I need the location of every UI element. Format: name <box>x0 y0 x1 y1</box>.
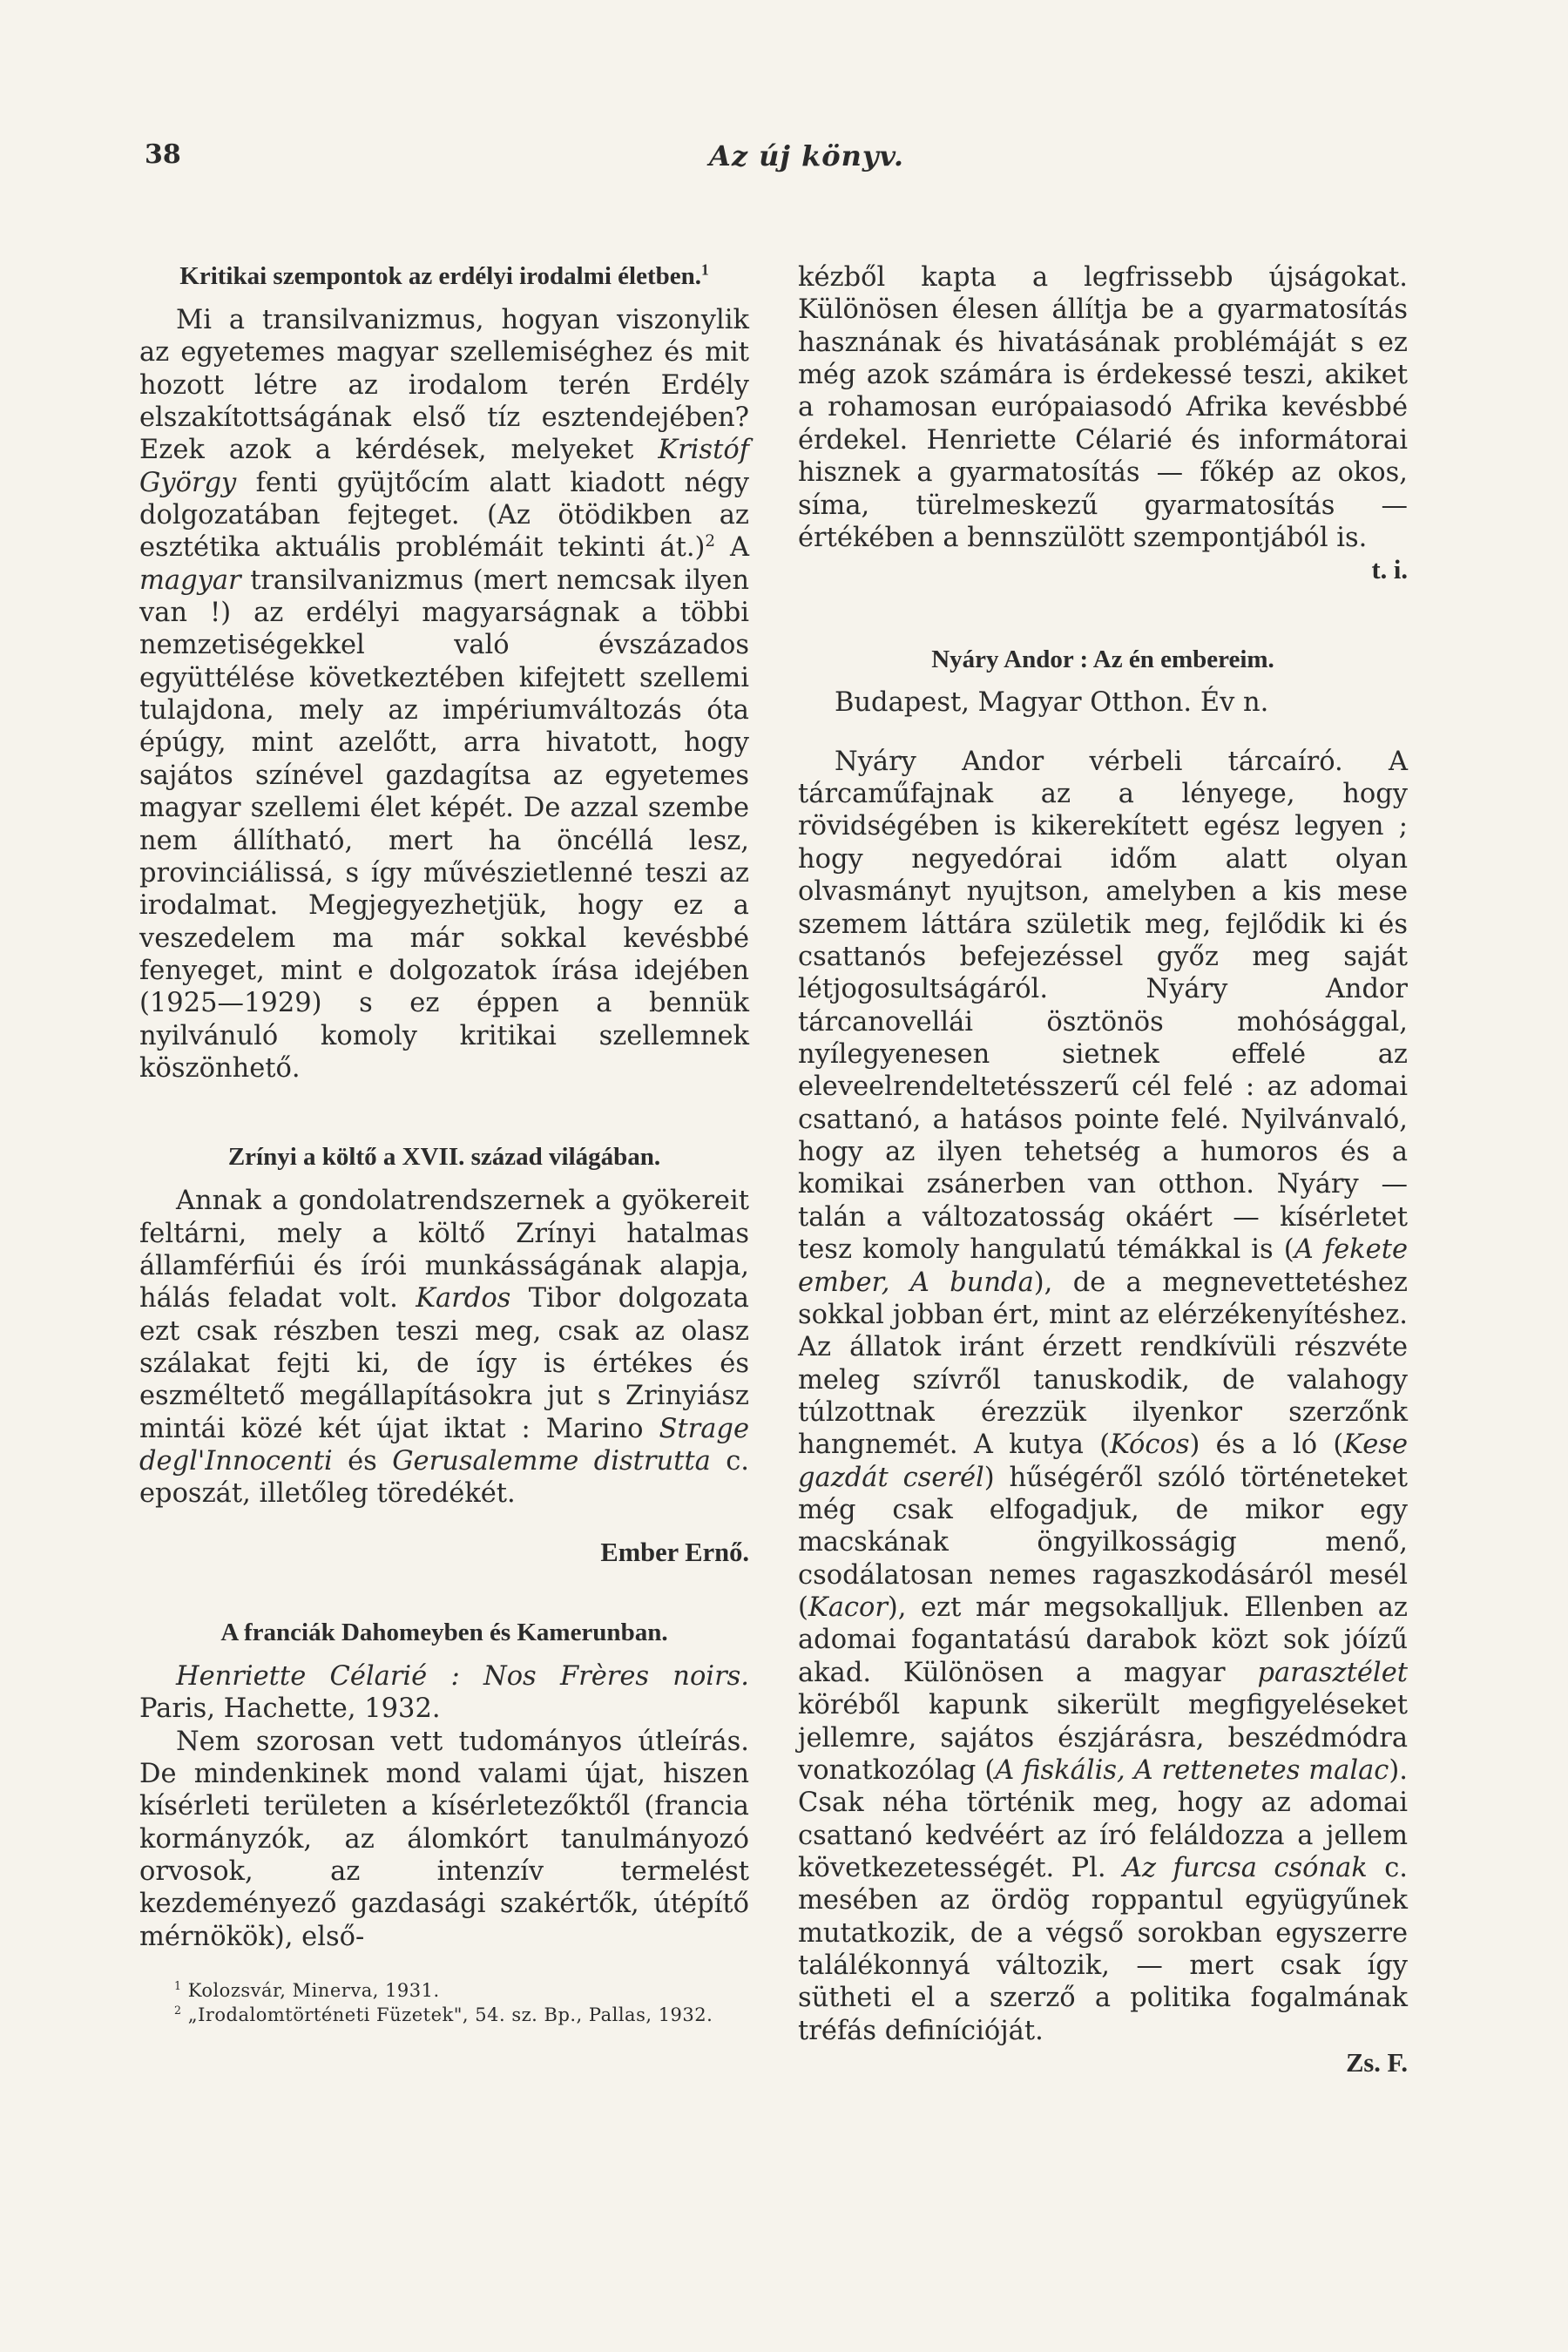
footnote-mark: 2 <box>174 2003 182 2017</box>
footnote-1 <box>139 1979 749 2003</box>
review-title-zrinyi: Zrínyi a költő a XVII. század világában. <box>227 1143 661 1172</box>
work-title-italic: Kese gazdát cserél <box>798 1429 1408 1493</box>
work-title-italic: A fekete ember, A bunda <box>798 1234 1408 1298</box>
footnote-mark: 1 <box>174 1979 182 1993</box>
body-text: Tibor dolgozata ezt csak részben teszi meg, csak az olasz szálakat fejti ki, de így is értékes és eszméltető megállapításokra jut s Zrinyiász mintái közé két újat iktat : Marino <box>139 1283 749 1444</box>
review-body-nyary <box>798 746 1408 2047</box>
review-source: Budapest, Magyar Otthon. Év n. <box>835 687 1269 719</box>
body-text: Nyáry Andor vérbeli tárcaíró. A tárcaműfajnak az a lényege, hogy rövidségében is kikerekített egész legyen ; hogy negyedórai időm alatt olyan olvasmányt nyujtson, amelyben a kis mese szemem láttára születik meg, fejlődik ki és csattanós befejezéssel győz meg saját létjogosultságáról. Nyáry Andor tárcanovellái ösztönös mohósággal, nyílegyenesen sietnek effelé az eleveelrendeltetésszerű cél felé : az adomai csattanó, a hatásos pointe felé. Nyilvánvaló, hogy az ilyen tehetség a humoros és a komikai zsánerben van otthon. Nyáry — talán a változatosság okáért — kísérletet tesz komoly hangulatú témákkal is ( <box>798 746 1408 1266</box>
footnote-mark: 2 <box>705 532 716 551</box>
body-text: ). Csak néha történik meg, hogy az adomai csattanó kedvéért az író feláldozza a jellem következetességét. Pl. <box>798 1754 1409 1883</box>
author-name-italic: Kristóf György <box>139 435 749 498</box>
body-text: ), de a megnevettetéshez sokkal jobban ért, mint az elérzékenyítéshez. Az állatok iránt érzett rendkívüli részvéte meleg szívről tanuskodik, de valahogy túlzottnak érezzük ilyenkor szerzőnk hangnemét. A kutya ( <box>798 1267 1408 1461</box>
body-text: ) hűségéről szóló történeteket még csak elfogadjuk, de mikor egy macskának öngyilkosságig menő, csodálatosan nemes ragaszkodásáról mesél ( <box>798 1462 1408 1624</box>
body-text: és <box>332 1446 393 1477</box>
emphasis-italic: parasztélet <box>1257 1657 1408 1688</box>
review-body-franciak-continued: kézből kapta a legfrissebb újságokat. Különösen élesen állítja be a gyarmatosítás hasznának és hivatásának problémáját s ez még azok számára is érdekessé teszi, akiket a rohamosan európaiasodó Afrika kevésbbé érdekel. Henriette Célarié és informátorai hisznek a gyarmatosítás — főkép az okos, síma, türelmeskezű gyarmatosítás — értékében a bennszülött szempontjából is. <box>798 262 1408 553</box>
work-title-italic: Kócos <box>1110 1429 1190 1461</box>
review-author-signature: Ember Ernő. <box>600 1537 749 1567</box>
footnote-2 <box>139 2004 749 2027</box>
footnote-text: Kolozsvár, Minerva, 1931. <box>181 1980 440 2002</box>
footnote-mark: 1 <box>701 260 709 279</box>
review-author-signature: t. i. <box>1371 555 1408 585</box>
body-text: c. eposzát, illetőleg töredékét. <box>139 1446 749 1510</box>
right-column <box>798 261 1408 2079</box>
review-source <box>139 1660 749 1726</box>
left-column <box>139 261 749 2027</box>
review-body-franciak: Nem szorosan vett tudományos útleírás. De mindenkinek mond valami újat, hiszen kísérleti területen a kísérletezőktől (francia kormányzók, az álomkórt tanulmányozó orvosok, az intenzív termelést kezdeményező gazdasági szakértők, útépítő mérnökök), első- <box>139 1726 749 1952</box>
source-publisher: Paris, Hachette, 1932. <box>139 1693 441 1725</box>
emphasis-italic: magyar <box>139 564 241 596</box>
review-title-nyary: Nyáry Andor : Az én embereim. <box>931 645 1274 673</box>
body-text: Mi a transilvanizmus, hogyan viszonylik az egyetemes magyar szellemiséghez és mit hozott létre az irodalom terén Erdély elszakítottságának első tíz esztendejében? Ezek azok a kérdések, melyeket <box>139 304 749 466</box>
body-text: fenti gyüjtőcím alatt kiadott négy dolgozatában fejteget. (Az ötödikben az esztétika aktuális problémáit tekinti át.) <box>139 467 749 564</box>
work-title-italic: A fiskális, A rettenetes malac <box>995 1754 1389 1786</box>
body-text: ), ezt már megsokalljuk. Ellenben az adomai fogantatású darabok közt sok jóízű akad. Különösen a magyar <box>798 1592 1408 1688</box>
footnotes <box>139 1979 749 2027</box>
body-text: A <box>715 532 749 564</box>
work-title-italic: Kacor <box>808 1592 888 1624</box>
work-title-italic: Strage degl'Innocenti <box>139 1413 749 1477</box>
footnote-text: „Irodalomtörténeti Füzetek", 54. sz. Bp., Pallas, 1932. <box>181 2004 713 2025</box>
running-title: Az új könyv. <box>708 139 904 172</box>
body-text: köréből kapunk sikerült megfigyeléseket jellemre, sajátos észjárásra, beszédmódra vonatkozólag ( <box>798 1690 1408 1786</box>
author-name-italic: Kardos <box>416 1283 511 1315</box>
review-author-signature: Zs. F. <box>1346 2048 1408 2078</box>
review-title-franciak: A franciák Dahomeyben és Kamerunban. <box>220 1619 668 1647</box>
review-title-text: Kritikai szempontok az erdélyi irodalmi életben. <box>179 262 702 290</box>
body-text: Annak a gondolatrendszernek a gyökereit feltárni, mely a költő Zrínyi hatalmas államférfiúi és írói munkásságának alapja, hálás feladat volt. <box>139 1186 749 1315</box>
review-title-kritikai-szempontok <box>139 261 749 292</box>
page-header <box>145 139 1469 183</box>
source-author-italic: Henriette Célarié : Nos Frères noirs. <box>176 1660 749 1692</box>
body-text: transilvanizmus (mert nemcsak ilyen van !) az erdélyi magyarságnak a többi nemzetiségekkel való évszázados együttélése következtében kifejtett szellemi tulajdona, mely az impériumváltozás óta épúgy, mint azelőtt, arra hivatott, hogy sajátos színével gazdagítsa az egyetemes magyar szellemi élet képét. De azzal szembe nem állítható, mert ha öncéllá lesz, provinciálissá, s így művészietlenné teszi az irodalmat. Megjegyezhetjük, hogy ez a veszedelem ma már sokkal kevésbbé fenyeget, mint e dolgozatok írása idejében (1925—1929) s ez éppen a bennük nyilvánuló komoly kritikai szellemnek köszönhető. <box>139 564 749 1085</box>
work-title-italic: Az furcsa csónak <box>1123 1852 1368 1883</box>
body-text: c. mesében az ördög roppantul együgyűnek mutatkozik, de a végső sorokban egyszerre találékonnyá változik, — mert csak így sütheti el a szerző a politika fogalmának tréfás definícióját. <box>798 1852 1408 2046</box>
body-text: ) és a ló ( <box>1189 1429 1344 1461</box>
review-body-kritikai-szempontok <box>139 304 749 1085</box>
work-title-italic: Gerusalemme distrutta <box>392 1446 711 1477</box>
review-body-zrinyi <box>139 1185 749 1511</box>
page-number: 38 <box>145 139 181 170</box>
